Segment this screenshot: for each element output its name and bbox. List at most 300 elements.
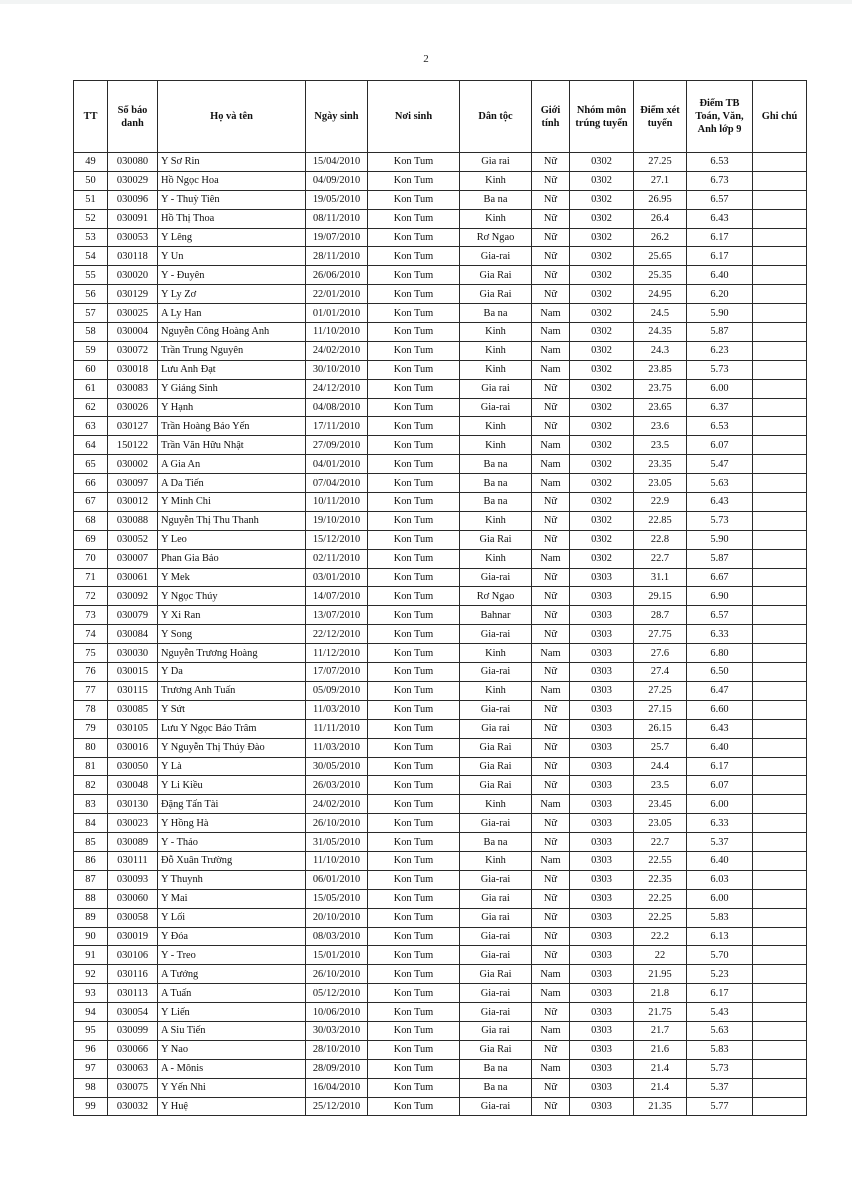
cell-avg: 5.73	[687, 360, 753, 379]
cell-avg: 6.40	[687, 851, 753, 870]
cell-gender: Nam	[532, 795, 570, 814]
cell-dob: 24/12/2010	[306, 379, 368, 398]
header-dob: Ngày sinh	[306, 81, 368, 153]
table-row	[74, 323, 807, 342]
cell-tt: 80	[74, 738, 108, 757]
cell-group: 0302	[570, 474, 634, 493]
cell-group: 0302	[570, 209, 634, 228]
cell-ethnicity: Ba na	[460, 1078, 532, 1097]
cell-note	[753, 209, 807, 228]
table-row	[74, 757, 807, 776]
cell-dob: 15/01/2010	[306, 946, 368, 965]
cell-note	[753, 228, 807, 247]
cell-group: 0302	[570, 417, 634, 436]
cell-avg: 5.73	[687, 511, 753, 530]
cell-score: 23.35	[634, 455, 687, 474]
cell-ethnicity: Kinh	[460, 795, 532, 814]
cell-ethnicity: Kinh	[460, 360, 532, 379]
cell-ethnicity: Kinh	[460, 209, 532, 228]
cell-birthplace: Kon Tum	[368, 1059, 460, 1078]
cell-note	[753, 549, 807, 568]
cell-tt: 87	[74, 870, 108, 889]
table-row	[74, 965, 807, 984]
cell-name: Y - Thuỳ Tiên	[158, 190, 306, 209]
cell-ethnicity: Ba na	[460, 455, 532, 474]
cell-avg: 6.03	[687, 870, 753, 889]
cell-name: Y Mek	[158, 568, 306, 587]
cell-dob: 04/08/2010	[306, 398, 368, 417]
cell-score: 27.25	[634, 153, 687, 172]
cell-sbd: 030016	[108, 738, 158, 757]
cell-birthplace: Kon Tum	[368, 719, 460, 738]
cell-sbd: 030004	[108, 323, 158, 342]
cell-birthplace: Kon Tum	[368, 153, 460, 172]
cell-score: 22	[634, 946, 687, 965]
cell-avg: 5.63	[687, 1021, 753, 1040]
cell-birthplace: Kon Tum	[368, 889, 460, 908]
cell-tt: 68	[74, 511, 108, 530]
cell-birthplace: Kon Tum	[368, 1003, 460, 1022]
cell-gender: Nam	[532, 644, 570, 663]
cell-group: 0303	[570, 681, 634, 700]
cell-sbd: 030092	[108, 587, 158, 606]
cell-group: 0303	[570, 1078, 634, 1097]
cell-score: 21.95	[634, 965, 687, 984]
cell-ethnicity: Gia Rai	[460, 1040, 532, 1059]
cell-group: 0302	[570, 153, 634, 172]
cell-name: Y Yến Nhi	[158, 1078, 306, 1097]
cell-score: 24.4	[634, 757, 687, 776]
cell-birthplace: Kon Tum	[368, 247, 460, 266]
cell-group: 0303	[570, 776, 634, 795]
cell-gender: Nam	[532, 851, 570, 870]
cell-ethnicity: Bahnar	[460, 606, 532, 625]
cell-group: 0302	[570, 398, 634, 417]
cell-name: A Gia An	[158, 455, 306, 474]
cell-sbd: 030012	[108, 493, 158, 512]
cell-birthplace: Kon Tum	[368, 908, 460, 927]
cell-gender: Nữ	[532, 606, 570, 625]
cell-dob: 15/05/2010	[306, 889, 368, 908]
table-row	[74, 493, 807, 512]
cell-birthplace: Kon Tum	[368, 568, 460, 587]
cell-avg: 6.40	[687, 266, 753, 285]
cell-score: 22.35	[634, 870, 687, 889]
cell-note	[753, 1040, 807, 1059]
cell-group: 0302	[570, 511, 634, 530]
cell-group: 0303	[570, 1021, 634, 1040]
cell-name: Y Nao	[158, 1040, 306, 1059]
cell-avg: 5.63	[687, 474, 753, 493]
cell-dob: 28/11/2010	[306, 247, 368, 266]
table-header-row	[74, 81, 807, 153]
cell-name: Y Hồng Hà	[158, 814, 306, 833]
cell-gender: Nam	[532, 455, 570, 474]
cell-sbd: 030116	[108, 965, 158, 984]
cell-score: 21.35	[634, 1097, 687, 1116]
cell-gender: Nữ	[532, 190, 570, 209]
cell-ethnicity: Gia-rai	[460, 927, 532, 946]
cell-tt: 67	[74, 493, 108, 512]
cell-birthplace: Kon Tum	[368, 946, 460, 965]
cell-tt: 62	[74, 398, 108, 417]
cell-note	[753, 851, 807, 870]
cell-gender: Nữ	[532, 719, 570, 738]
cell-dob: 08/11/2010	[306, 209, 368, 228]
cell-name: A Ly Han	[158, 304, 306, 323]
cell-name: Y - Đuyên	[158, 266, 306, 285]
cell-group: 0302	[570, 379, 634, 398]
cell-group: 0303	[570, 870, 634, 889]
cell-group: 0303	[570, 965, 634, 984]
cell-group: 0302	[570, 323, 634, 342]
cell-tt: 57	[74, 304, 108, 323]
cell-score: 22.2	[634, 927, 687, 946]
header-group: Nhóm môn trúng tuyển	[570, 81, 634, 153]
cell-gender: Nam	[532, 360, 570, 379]
page-number: 2	[423, 53, 429, 65]
cell-score: 21.4	[634, 1078, 687, 1097]
cell-avg: 6.00	[687, 379, 753, 398]
table-row	[74, 833, 807, 852]
cell-ethnicity: Gia-rai	[460, 625, 532, 644]
cell-group: 0303	[570, 889, 634, 908]
cell-avg: 6.50	[687, 663, 753, 682]
cell-gender: Nữ	[532, 171, 570, 190]
cell-sbd: 030099	[108, 1021, 158, 1040]
cell-ethnicity: Gia-rai	[460, 946, 532, 965]
cell-tt: 61	[74, 379, 108, 398]
cell-score: 21.7	[634, 1021, 687, 1040]
cell-name: Đỗ Xuân Trường	[158, 851, 306, 870]
cell-group: 0303	[570, 757, 634, 776]
cell-ethnicity: Gia-rai	[460, 700, 532, 719]
cell-group: 0303	[570, 814, 634, 833]
cell-name: Y Thuynh	[158, 870, 306, 889]
cell-dob: 07/04/2010	[306, 474, 368, 493]
cell-tt: 50	[74, 171, 108, 190]
cell-ethnicity: Gia Rai	[460, 266, 532, 285]
cell-tt: 92	[74, 965, 108, 984]
cell-gender: Nam	[532, 474, 570, 493]
cell-score: 28.7	[634, 606, 687, 625]
cell-gender: Nữ	[532, 814, 570, 833]
cell-gender: Nữ	[532, 398, 570, 417]
cell-sbd: 030015	[108, 663, 158, 682]
cell-gender: Nữ	[532, 379, 570, 398]
cell-ethnicity: Gia-rai	[460, 1097, 532, 1116]
cell-note	[753, 625, 807, 644]
cell-avg: 6.33	[687, 625, 753, 644]
cell-dob: 11/03/2010	[306, 738, 368, 757]
cell-dob: 15/12/2010	[306, 530, 368, 549]
cell-avg: 5.23	[687, 965, 753, 984]
cell-avg: 6.23	[687, 341, 753, 360]
cell-avg: 5.73	[687, 1059, 753, 1078]
cell-sbd: 030063	[108, 1059, 158, 1078]
cell-tt: 72	[74, 587, 108, 606]
table-row	[74, 171, 807, 190]
cell-tt: 82	[74, 776, 108, 795]
table-row	[74, 776, 807, 795]
cell-dob: 30/10/2010	[306, 360, 368, 379]
cell-sbd: 030130	[108, 795, 158, 814]
cell-avg: 6.90	[687, 587, 753, 606]
cell-tt: 69	[74, 530, 108, 549]
cell-gender: Nữ	[532, 700, 570, 719]
cell-gender: Nữ	[532, 908, 570, 927]
cell-note	[753, 644, 807, 663]
cell-ethnicity: Gia rai	[460, 889, 532, 908]
cell-note	[753, 1097, 807, 1116]
cell-dob: 05/12/2010	[306, 984, 368, 1003]
cell-ethnicity: Kinh	[460, 417, 532, 436]
cell-group: 0303	[570, 606, 634, 625]
cell-birthplace: Kon Tum	[368, 285, 460, 304]
cell-score: 22.55	[634, 851, 687, 870]
cell-group: 0302	[570, 285, 634, 304]
cell-group: 0303	[570, 738, 634, 757]
header-avg: Điểm TB Toán, Văn, Anh lớp 9	[687, 81, 753, 153]
cell-avg: 6.37	[687, 398, 753, 417]
cell-score: 25.7	[634, 738, 687, 757]
cell-birthplace: Kon Tum	[368, 323, 460, 342]
header-gender: Giới tính	[532, 81, 570, 153]
cell-sbd: 030020	[108, 266, 158, 285]
cell-note	[753, 455, 807, 474]
cell-ethnicity: Ba na	[460, 304, 532, 323]
cell-tt: 77	[74, 681, 108, 700]
cell-score: 23.5	[634, 436, 687, 455]
cell-score: 31.1	[634, 568, 687, 587]
cell-ethnicity: Gia-rai	[460, 568, 532, 587]
cell-name: Hồ Thị Thoa	[158, 209, 306, 228]
cell-sbd: 030023	[108, 814, 158, 833]
cell-birthplace: Kon Tum	[368, 644, 460, 663]
cell-tt: 59	[74, 341, 108, 360]
cell-group: 0303	[570, 625, 634, 644]
cell-gender: Nữ	[532, 153, 570, 172]
cell-tt: 56	[74, 285, 108, 304]
cell-sbd: 030075	[108, 1078, 158, 1097]
cell-tt: 53	[74, 228, 108, 247]
cell-dob: 28/09/2010	[306, 1059, 368, 1078]
table-row	[74, 1059, 807, 1078]
cell-note	[753, 738, 807, 757]
cell-gender: Nữ	[532, 417, 570, 436]
cell-birthplace: Kon Tum	[368, 511, 460, 530]
cell-gender: Nữ	[532, 776, 570, 795]
cell-sbd: 030093	[108, 870, 158, 889]
cell-score: 22.25	[634, 889, 687, 908]
cell-tt: 74	[74, 625, 108, 644]
cell-birthplace: Kon Tum	[368, 681, 460, 700]
cell-birthplace: Kon Tum	[368, 360, 460, 379]
cell-sbd: 030066	[108, 1040, 158, 1059]
cell-birthplace: Kon Tum	[368, 927, 460, 946]
cell-avg: 5.77	[687, 1097, 753, 1116]
cell-name: Y Đóa	[158, 927, 306, 946]
cell-birthplace: Kon Tum	[368, 474, 460, 493]
table-row	[74, 625, 807, 644]
cell-score: 24.35	[634, 323, 687, 342]
cell-note	[753, 153, 807, 172]
cell-dob: 26/06/2010	[306, 266, 368, 285]
cell-note	[753, 814, 807, 833]
cell-dob: 31/05/2010	[306, 833, 368, 852]
cell-dob: 27/09/2010	[306, 436, 368, 455]
table-row	[74, 209, 807, 228]
cell-avg: 5.83	[687, 908, 753, 927]
cell-sbd: 030007	[108, 549, 158, 568]
cell-tt: 86	[74, 851, 108, 870]
cell-avg: 5.90	[687, 304, 753, 323]
cell-dob: 10/11/2010	[306, 493, 368, 512]
header-sbd: Số báo danh	[108, 81, 158, 153]
cell-group: 0303	[570, 719, 634, 738]
cell-sbd: 030050	[108, 757, 158, 776]
cell-tt: 91	[74, 946, 108, 965]
cell-note	[753, 266, 807, 285]
cell-gender: Nữ	[532, 946, 570, 965]
cell-group: 0302	[570, 530, 634, 549]
cell-dob: 11/11/2010	[306, 719, 368, 738]
cell-name: Y Là	[158, 757, 306, 776]
cell-sbd: 030054	[108, 1003, 158, 1022]
cell-note	[753, 870, 807, 889]
cell-birthplace: Kon Tum	[368, 870, 460, 889]
cell-gender: Nữ	[532, 1078, 570, 1097]
table-row	[74, 681, 807, 700]
table-row	[74, 1040, 807, 1059]
table-row	[74, 889, 807, 908]
cell-gender: Nữ	[532, 587, 570, 606]
cell-name: Y Sơ Rin	[158, 153, 306, 172]
cell-tt: 95	[74, 1021, 108, 1040]
cell-birthplace: Kon Tum	[368, 1021, 460, 1040]
cell-name: Y Un	[158, 247, 306, 266]
cell-note	[753, 379, 807, 398]
cell-dob: 04/01/2010	[306, 455, 368, 474]
cell-gender: Nữ	[532, 493, 570, 512]
cell-birthplace: Kon Tum	[368, 757, 460, 776]
table-row	[74, 1097, 807, 1116]
cell-ethnicity: Gia Rai	[460, 530, 532, 549]
cell-birthplace: Kon Tum	[368, 304, 460, 323]
cell-name: Y Da	[158, 663, 306, 682]
cell-note	[753, 360, 807, 379]
cell-score: 27.15	[634, 700, 687, 719]
cell-gender: Nam	[532, 1059, 570, 1078]
cell-gender: Nữ	[532, 266, 570, 285]
cell-dob: 02/11/2010	[306, 549, 368, 568]
table-row	[74, 247, 807, 266]
cell-avg: 6.17	[687, 247, 753, 266]
cell-dob: 17/11/2010	[306, 417, 368, 436]
cell-birthplace: Kon Tum	[368, 379, 460, 398]
cell-gender: Nữ	[532, 530, 570, 549]
cell-gender: Nữ	[532, 625, 570, 644]
cell-score: 26.4	[634, 209, 687, 228]
table-row	[74, 304, 807, 323]
cell-name: Y Sứt	[158, 700, 306, 719]
cell-name: Trần Văn Hữu Nhật	[158, 436, 306, 455]
table-row	[74, 908, 807, 927]
cell-gender: Nam	[532, 965, 570, 984]
cell-score: 23.05	[634, 474, 687, 493]
cell-dob: 14/07/2010	[306, 587, 368, 606]
cell-name: A Tướng	[158, 965, 306, 984]
cell-group: 0302	[570, 190, 634, 209]
cell-ethnicity: Gia rai	[460, 1021, 532, 1040]
cell-score: 23.05	[634, 814, 687, 833]
cell-tt: 64	[74, 436, 108, 455]
cell-name: Y - Thảo	[158, 833, 306, 852]
cell-tt: 58	[74, 323, 108, 342]
cell-birthplace: Kon Tum	[368, 209, 460, 228]
cell-ethnicity: Kinh	[460, 681, 532, 700]
cell-birthplace: Kon Tum	[368, 1097, 460, 1116]
cell-name: Y Song	[158, 625, 306, 644]
cell-note	[753, 1078, 807, 1097]
cell-score: 27.25	[634, 681, 687, 700]
table-row	[74, 455, 807, 474]
cell-note	[753, 530, 807, 549]
cell-group: 0302	[570, 266, 634, 285]
cell-birthplace: Kon Tum	[368, 266, 460, 285]
cell-group: 0303	[570, 984, 634, 1003]
table-row	[74, 417, 807, 436]
cell-gender: Nam	[532, 984, 570, 1003]
cell-sbd: 030072	[108, 341, 158, 360]
cell-avg: 6.13	[687, 927, 753, 946]
cell-gender: Nữ	[532, 1097, 570, 1116]
cell-score: 23.65	[634, 398, 687, 417]
cell-dob: 11/10/2010	[306, 851, 368, 870]
cell-dob: 04/09/2010	[306, 171, 368, 190]
cell-dob: 24/02/2010	[306, 341, 368, 360]
cell-birthplace: Kon Tum	[368, 625, 460, 644]
cell-sbd: 150122	[108, 436, 158, 455]
cell-ethnicity: Gia-rai	[460, 247, 532, 266]
cell-ethnicity: Kinh	[460, 644, 532, 663]
cell-avg: 5.83	[687, 1040, 753, 1059]
cell-birthplace: Kon Tum	[368, 606, 460, 625]
cell-avg: 5.70	[687, 946, 753, 965]
cell-ethnicity: Rơ Ngao	[460, 228, 532, 247]
table-row	[74, 870, 807, 889]
cell-score: 26.95	[634, 190, 687, 209]
cell-name: Trần Trung Nguyên	[158, 341, 306, 360]
cell-ethnicity: Gia Rai	[460, 285, 532, 304]
cell-dob: 01/01/2010	[306, 304, 368, 323]
cell-ethnicity: Ba na	[460, 833, 532, 852]
cell-name: Phan Gia Bảo	[158, 549, 306, 568]
cell-score: 21.75	[634, 1003, 687, 1022]
cell-group: 0303	[570, 833, 634, 852]
cell-tt: 75	[74, 644, 108, 663]
cell-gender: Nữ	[532, 247, 570, 266]
cell-birthplace: Kon Tum	[368, 965, 460, 984]
cell-dob: 05/09/2010	[306, 681, 368, 700]
cell-gender: Nữ	[532, 833, 570, 852]
cell-avg: 6.00	[687, 889, 753, 908]
cell-note	[753, 190, 807, 209]
cell-avg: 6.57	[687, 190, 753, 209]
cell-dob: 20/10/2010	[306, 908, 368, 927]
cell-ethnicity: Gia rai	[460, 379, 532, 398]
cell-tt: 76	[74, 663, 108, 682]
